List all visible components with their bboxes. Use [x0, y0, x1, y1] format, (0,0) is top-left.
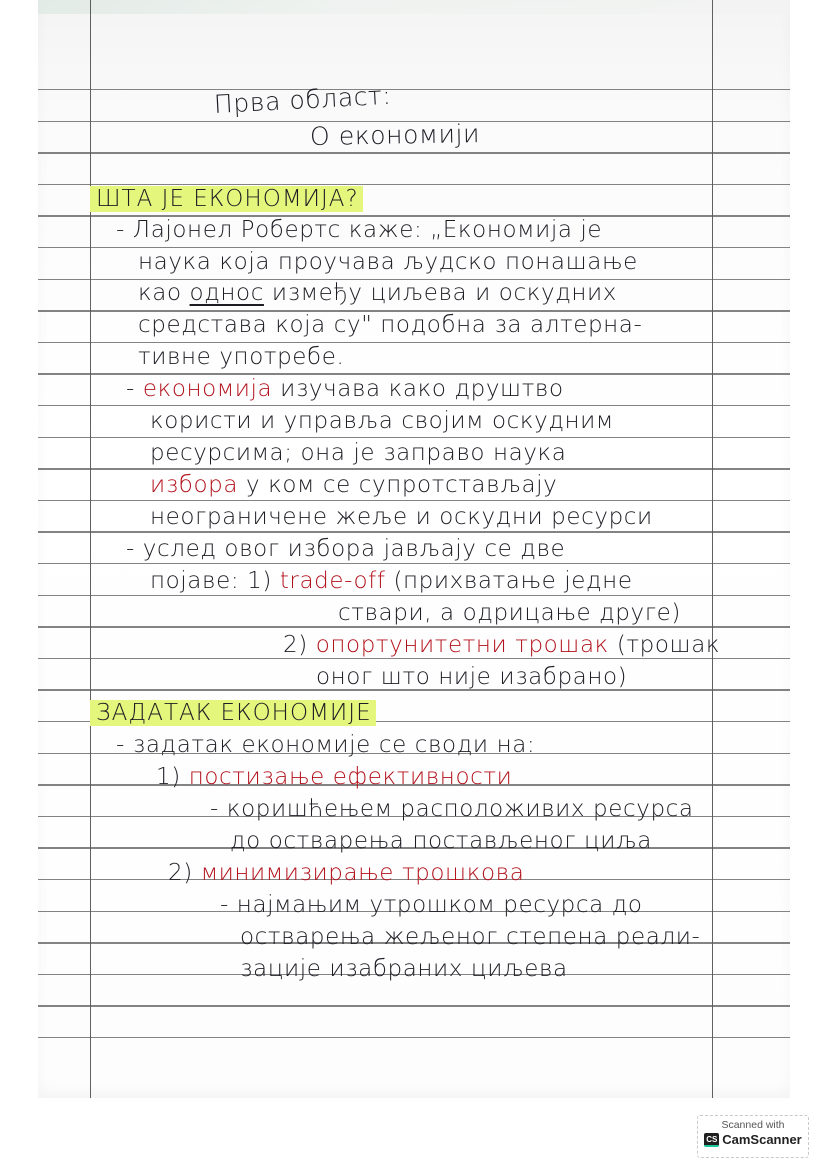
ruled-line	[38, 152, 790, 153]
note-text: 2)	[283, 632, 316, 658]
note-line: - услед овог избора јављају се две	[126, 536, 566, 562]
brand-name: CamScanner	[722, 1132, 802, 1147]
camscanner-watermark	[697, 1115, 809, 1158]
note-text: као	[138, 280, 190, 306]
title-line-1: Прва област:	[213, 80, 393, 119]
highlighted-heading: ЗАДАТАК ЕКОНОМИЈЕ	[90, 700, 376, 726]
section-heading-what-is-economics	[90, 184, 363, 214]
title-line-2: О економији	[309, 119, 481, 151]
key-term: избора	[150, 472, 239, 498]
note-line	[283, 630, 720, 660]
note-text: између циљева и оскудних	[263, 280, 617, 306]
note-line	[138, 278, 617, 308]
note-text: 1)	[156, 764, 189, 790]
note-line: зације изабраних циљева	[240, 956, 568, 982]
note-line	[150, 566, 633, 596]
key-term: економија	[142, 376, 273, 402]
note-text: 2)	[168, 860, 201, 886]
camscanner-brand	[698, 1132, 808, 1147]
note-line: - задатак економије се своди на:	[116, 732, 536, 758]
note-line: средстава која су" подобна за алтерна-	[138, 312, 643, 338]
note-line	[156, 762, 512, 792]
note-text: (прихватање једне	[385, 568, 633, 594]
left-margin-line	[90, 0, 91, 1098]
note-line: - Лајонел Робертс каже: „Економија је	[116, 217, 603, 243]
notebook-page	[38, 0, 790, 1098]
ruled-line	[38, 1005, 790, 1006]
ruled-line	[38, 89, 790, 90]
ruled-line	[38, 1037, 790, 1038]
note-line: остварења жељеног степена реали-	[240, 924, 701, 950]
note-line: наука која проучава људско понашање	[138, 249, 638, 275]
note-line: користи и управља својим оскудним	[150, 408, 614, 434]
camscanner-logo-icon: CS	[704, 1133, 719, 1147]
note-line	[126, 374, 564, 404]
ruled-line	[38, 500, 790, 501]
note-line: ресурсима; она је заправо наука	[150, 440, 567, 466]
note-line: тивне употребе.	[138, 344, 345, 370]
note-line: ствари, а одрицање друге)	[338, 600, 681, 626]
key-term: постизање ефективности	[188, 764, 513, 790]
note-text: у ком се супротстављају	[238, 472, 558, 498]
note-text: -	[126, 376, 143, 402]
key-term: trade-off	[279, 568, 386, 594]
highlighted-heading: ШТА ЈЕ ЕКОНОМИЈА?	[90, 186, 363, 212]
key-term: опортунитетни трошак	[315, 632, 609, 658]
note-line: - коришћењем расположивих ресурса	[210, 796, 694, 822]
note-line	[168, 858, 524, 888]
note-line	[150, 470, 557, 500]
key-term: минимизирање трошкова	[200, 860, 525, 886]
note-line: неограничене жеље и оскудни ресурси	[150, 504, 653, 530]
section-heading-task-of-economics	[90, 698, 376, 728]
underlined-term: однос	[189, 280, 264, 306]
note-text: појаве: 1)	[150, 568, 280, 594]
note-line: оног што није изабрано)	[316, 664, 628, 690]
scanned-with-label: Scanned with	[721, 1119, 785, 1131]
paper-edge-tint	[38, 0, 790, 14]
note-text: изучава како друштво	[272, 376, 564, 402]
note-text: (трошак	[608, 632, 721, 658]
note-line: до остварења постављеног циља	[230, 828, 652, 854]
note-line: - најмањим утрошком ресурса до	[220, 892, 643, 918]
right-margin-line	[712, 0, 713, 1098]
